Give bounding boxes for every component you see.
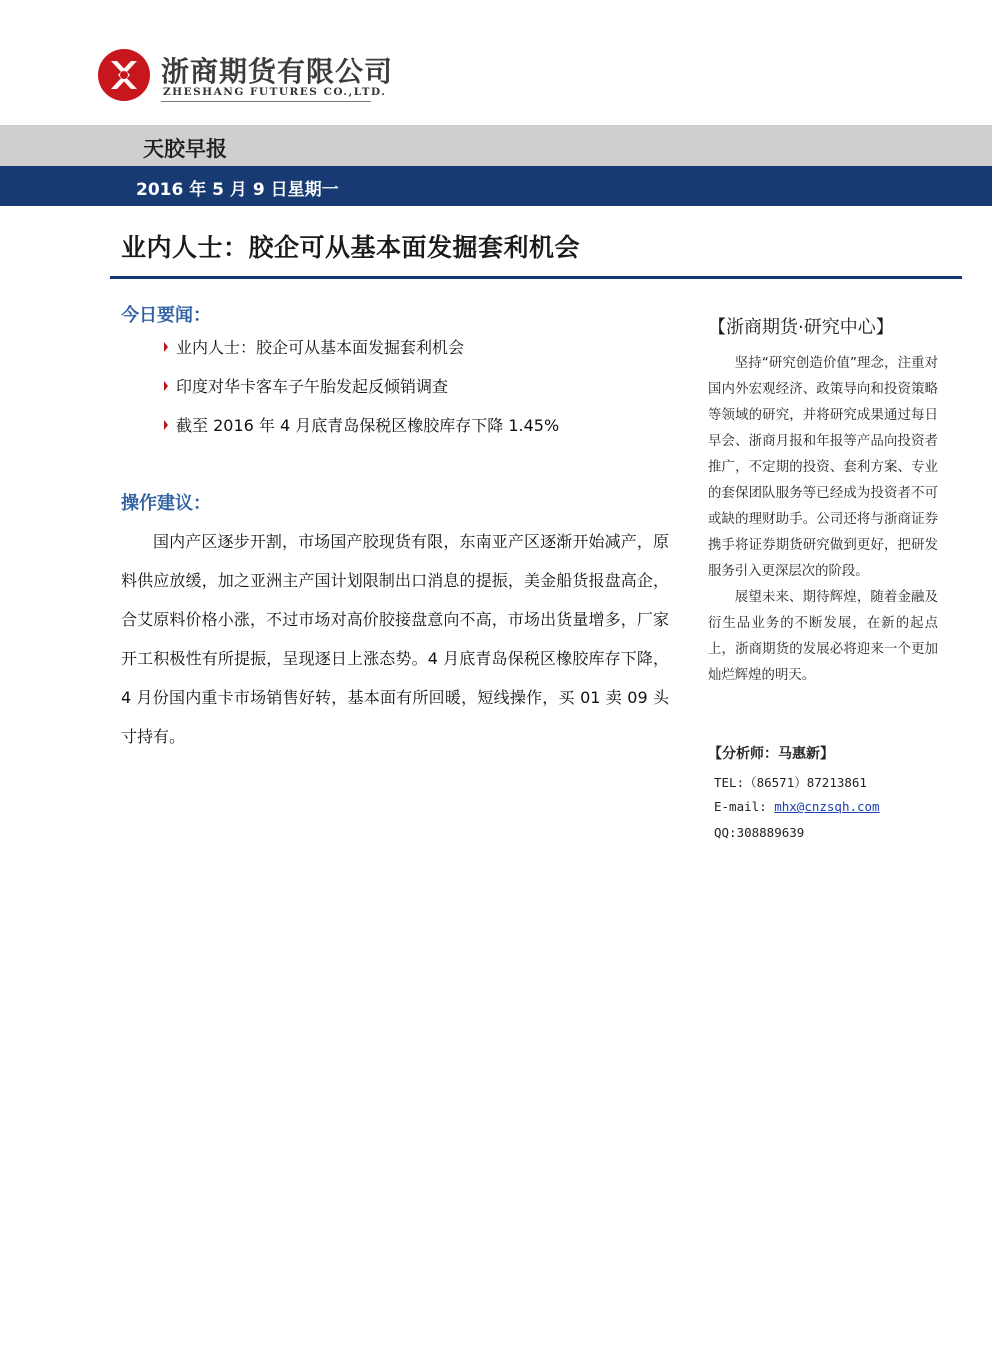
news-item[interactable]: [164, 413, 559, 436]
tel-label: TEL:: [714, 775, 745, 790]
sidebar-intro: [708, 351, 938, 689]
bullet-icon: [164, 381, 168, 391]
report-type-band: [0, 125, 992, 166]
contact-tel: [714, 773, 867, 791]
date-band: [0, 166, 992, 206]
news-item-text: 业内人士：胶企可从基本面发掘套利机会: [176, 338, 465, 357]
sidebar-title: 【浙商期货·研究中心】: [708, 317, 894, 338]
advice-body: 国内产区逐步开割，市场国产胶现货有限，东南亚产区逐渐开始减产，原料供应放缓，加之亚洲主产国计划限制出口消息的提振，美金船货报盘高企，合艾原料价格小涨，不过市场对高价胶接盘意向不高，市场出货量增多，厂家开工积极性有所提振，呈现逐日上涨态势。4 月底青岛保税区橡胶库存下降，4 月份国内重卡市场销售好转，基本面有所回暖，短线操作，买 01 卖 09 头寸持有。: [121, 532, 669, 746]
news-item[interactable]: [164, 374, 448, 397]
company-logo-icon: [97, 48, 151, 102]
report-date: 2016 年 5 月 9 日星期一: [136, 180, 339, 200]
bullet-icon: [164, 420, 168, 430]
company-name-en: ZHESHANG FUTURES CO.,LTD.: [163, 86, 387, 98]
headline-divider: [110, 276, 962, 279]
report-headline: 业内人士：胶企可从基本面发掘套利机会: [121, 233, 581, 262]
qq-value: 308889639: [736, 825, 805, 840]
news-item-text: 印度对华卡客车子午胎发起反倾销调查: [176, 377, 449, 396]
advice-section-title: 操作建议：: [121, 493, 211, 514]
sidebar-intro-paragraph: 坚持“研究创造价值”理念，注重对国内外宏观经济、政策导向和投资策略等领域的研究，并将研究成果通过每日早会、浙商月报和年报等产品向投资者推广，不定期的投资、套利方案、专业的套保团队服务等已经成为投资者不可或缺的理财助手。公司还将与浙商证券携手将证券期货研究做到更好，把研发服务引入更深层次的阶段。: [708, 356, 938, 579]
bullet-icon: [164, 342, 168, 352]
news-item[interactable]: [164, 335, 464, 358]
qq-label: QQ:: [714, 825, 737, 840]
analyst-name: 【分析师：马惠新】: [708, 746, 834, 762]
company-name-cn: 浙商期货有限公司: [161, 55, 394, 88]
report-type: 天胶早报: [143, 137, 227, 161]
email-label: E-mail:: [714, 799, 767, 814]
logo-divider: [161, 101, 371, 102]
news-section-title: 今日要闻：: [121, 305, 211, 326]
sidebar-intro-paragraph: 展望未来、期待辉煌，随着金融及衍生品业务的不断发展，在新的起点上，浙商期货的发展必将迎来一个更加灿烂辉煌的明天。: [708, 590, 938, 683]
news-item-text: 截至 2016 年 4 月底青岛保税区橡胶库存下降 1.45%: [176, 416, 560, 435]
email-link[interactable]: mhx@cnzsqh.com: [774, 799, 880, 814]
contact-qq: [714, 825, 804, 840]
tel-value: （86571）87213861: [744, 775, 867, 790]
contact-email: [714, 799, 880, 814]
